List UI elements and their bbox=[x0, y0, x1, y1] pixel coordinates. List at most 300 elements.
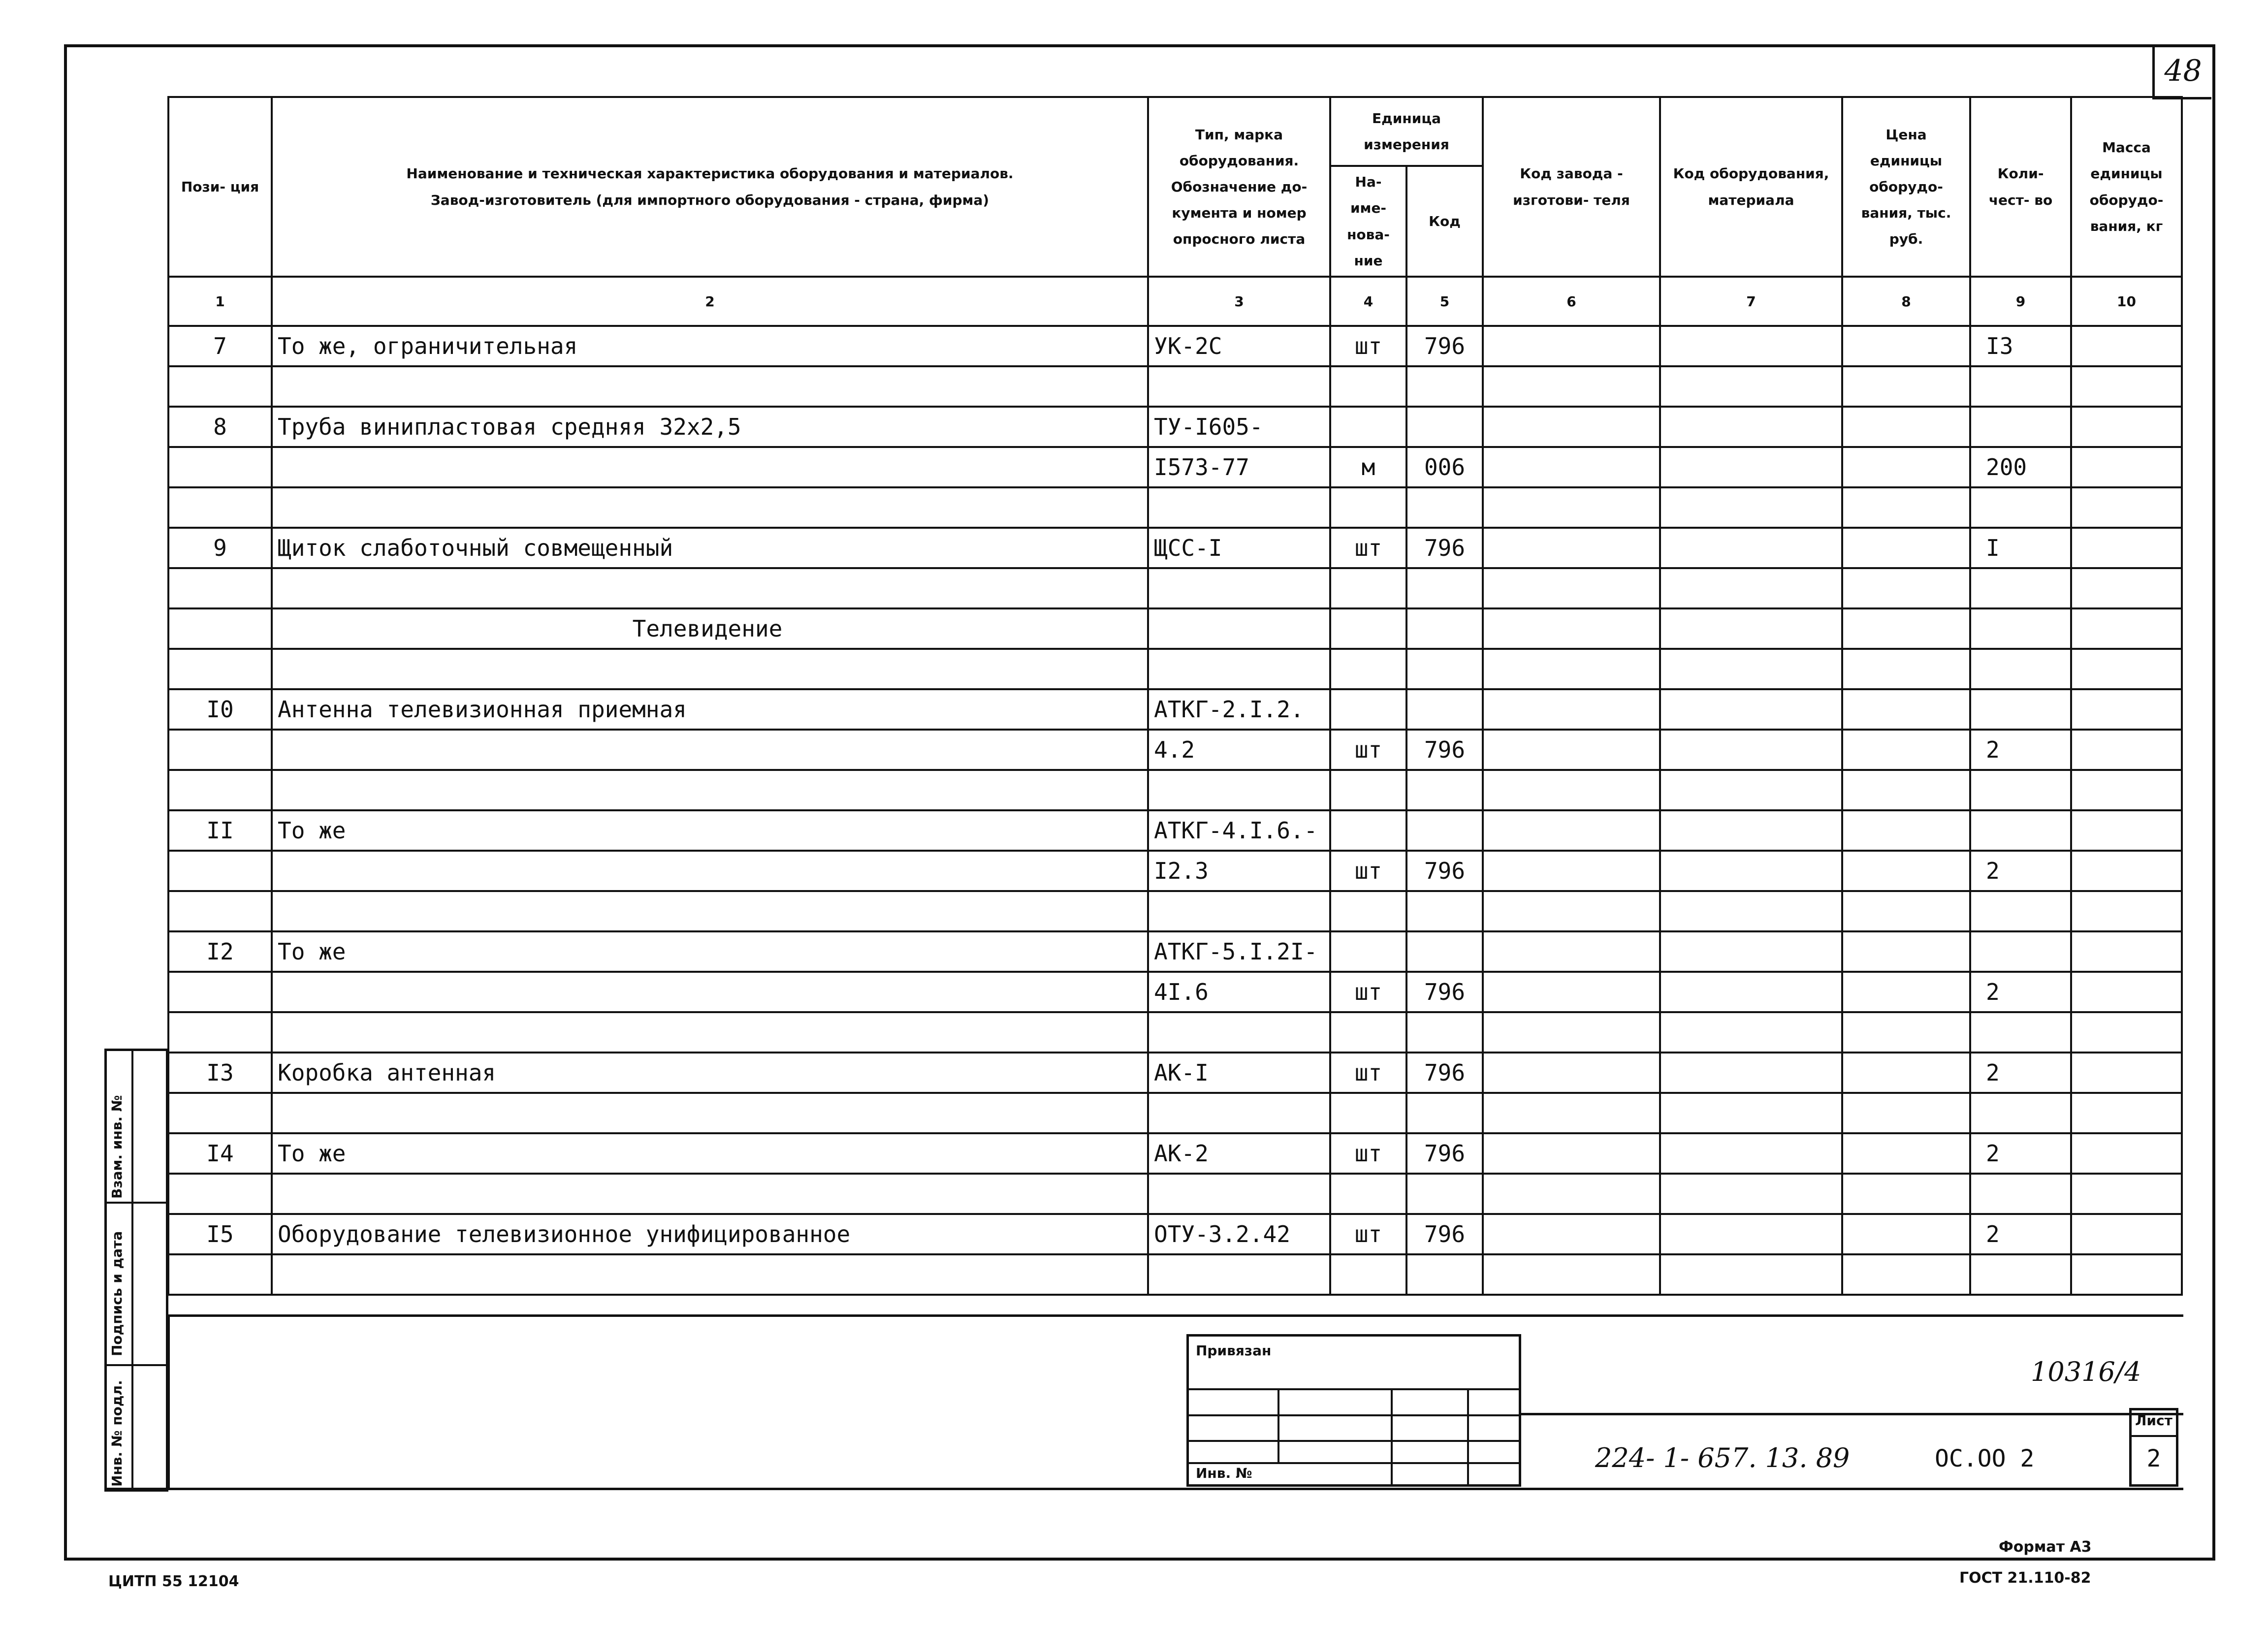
row-type bbox=[1148, 608, 1330, 649]
row-mass bbox=[2071, 1133, 2182, 1174]
row-unit-code: 796 bbox=[1406, 972, 1483, 1012]
row-unit-name bbox=[1330, 407, 1406, 447]
table-body bbox=[168, 326, 2182, 1295]
header-type: Тип, марка оборудования. Обозначение до- кумента и номер опросного листа bbox=[1148, 97, 1330, 277]
row-factory-code bbox=[1483, 608, 1660, 649]
header-mass: Масса единицы оборудо- вания, кг bbox=[2071, 97, 2182, 277]
sheet-value: 2 bbox=[2146, 1445, 2161, 1472]
row-quantity: 2 bbox=[1970, 1053, 2071, 1093]
row-unit-code bbox=[1406, 1093, 1483, 1133]
row-factory-code bbox=[1483, 1012, 1660, 1053]
row-price bbox=[1842, 689, 1970, 730]
row-unit-name: шт bbox=[1330, 730, 1406, 770]
row-position: 9 bbox=[168, 528, 272, 568]
row-name: Антенна телевизионная приемная bbox=[272, 689, 1148, 730]
column-number: 8 bbox=[1842, 277, 1970, 326]
row-price bbox=[1842, 972, 1970, 1012]
table-row bbox=[168, 1053, 2182, 1093]
row-unit-code: 796 bbox=[1406, 851, 1483, 891]
row-mass bbox=[2071, 810, 2182, 851]
row-unit-name bbox=[1330, 689, 1406, 730]
row-factory-code bbox=[1483, 568, 1660, 608]
binding-stamp bbox=[1186, 1334, 1521, 1487]
table-row bbox=[168, 649, 2182, 689]
title-block-top-line bbox=[167, 1314, 2183, 1317]
sheet-label: Лист bbox=[2135, 1412, 2172, 1429]
row-factory-code bbox=[1483, 931, 1660, 972]
column-number: 6 bbox=[1483, 277, 1660, 326]
row-type: УК-2С bbox=[1148, 326, 1330, 366]
row-name: Коробка антенная bbox=[272, 1053, 1148, 1093]
sheet-corner-number: 48 bbox=[2152, 44, 2211, 99]
row-type bbox=[1148, 1093, 1330, 1133]
row-quantity bbox=[1970, 689, 2071, 730]
row-quantity: 2 bbox=[1970, 1133, 2071, 1174]
row-name bbox=[272, 972, 1148, 1012]
table-row bbox=[168, 810, 2182, 851]
section-title: Телевидение bbox=[272, 608, 1148, 649]
stamp-rule bbox=[1189, 1388, 1519, 1390]
row-position bbox=[168, 568, 272, 608]
row-mass bbox=[2071, 730, 2182, 770]
row-equipment-code bbox=[1660, 487, 1842, 528]
row-factory-code bbox=[1483, 1053, 1660, 1093]
side-approval-stamp bbox=[104, 1049, 168, 1492]
title-block-bottom-line bbox=[104, 1488, 2183, 1490]
document-code: ОС.ОО 2 bbox=[1935, 1445, 2035, 1472]
row-unit-name: шт bbox=[1330, 972, 1406, 1012]
row-name bbox=[272, 447, 1148, 487]
row-price bbox=[1842, 1174, 1970, 1214]
row-equipment-code bbox=[1660, 568, 1842, 608]
row-quantity bbox=[1970, 407, 2071, 447]
stamp-rule bbox=[1467, 1388, 1469, 1484]
row-mass bbox=[2071, 689, 2182, 730]
row-price bbox=[1842, 810, 1970, 851]
row-position: I2 bbox=[168, 931, 272, 972]
row-factory-code bbox=[1483, 407, 1660, 447]
row-unit-name bbox=[1330, 891, 1406, 931]
stamp-rule bbox=[1189, 1414, 1519, 1416]
row-unit-code bbox=[1406, 608, 1483, 649]
row-position: I0 bbox=[168, 689, 272, 730]
row-price bbox=[1842, 1254, 1970, 1295]
row-unit-name bbox=[1330, 649, 1406, 689]
row-name: Щиток слаботочный совмещенный bbox=[272, 528, 1148, 568]
row-unit-code bbox=[1406, 568, 1483, 608]
table-row bbox=[168, 1254, 2182, 1295]
row-unit-code bbox=[1406, 770, 1483, 810]
row-unit-name: шт bbox=[1330, 1053, 1406, 1093]
row-equipment-code bbox=[1660, 730, 1842, 770]
row-equipment-code bbox=[1660, 1174, 1842, 1214]
row-quantity: 2 bbox=[1970, 730, 2071, 770]
column-number: 9 bbox=[1970, 277, 2071, 326]
row-position bbox=[168, 851, 272, 891]
row-quantity bbox=[1970, 810, 2071, 851]
header-position: Пози- ция bbox=[168, 97, 272, 277]
row-factory-code bbox=[1483, 487, 1660, 528]
row-quantity bbox=[1970, 487, 2071, 528]
row-mass bbox=[2071, 931, 2182, 972]
row-unit-name: шт bbox=[1330, 1133, 1406, 1174]
row-unit-name bbox=[1330, 1093, 1406, 1133]
table-row bbox=[168, 1174, 2182, 1214]
side-stamp-cell bbox=[107, 1204, 166, 1366]
side-stamp-cell bbox=[107, 1366, 166, 1490]
row-name: То же bbox=[272, 931, 1148, 972]
row-position bbox=[168, 1093, 272, 1133]
row-unit-code bbox=[1406, 1012, 1483, 1053]
column-number: 2 bbox=[272, 277, 1148, 326]
row-price bbox=[1842, 931, 1970, 972]
row-mass bbox=[2071, 366, 2182, 407]
side-stamp-cell bbox=[107, 1051, 166, 1204]
section-row bbox=[168, 608, 2182, 649]
row-position: II bbox=[168, 810, 272, 851]
binding-stamp-title: Привязан bbox=[1196, 1342, 1272, 1359]
row-price bbox=[1842, 649, 1970, 689]
row-type: ЩСС-I bbox=[1148, 528, 1330, 568]
row-mass bbox=[2071, 972, 2182, 1012]
binding-stamp-inventory-label: Инв. № bbox=[1196, 1465, 1252, 1481]
row-factory-code bbox=[1483, 1254, 1660, 1295]
row-mass bbox=[2071, 1254, 2182, 1295]
row-unit-name: шт bbox=[1330, 851, 1406, 891]
row-unit-code bbox=[1406, 891, 1483, 931]
table-row bbox=[168, 1133, 2182, 1174]
header-name-line1: Наименование и техническая характеристика оборудования и материалов. bbox=[406, 165, 1014, 182]
row-type: 4I.6 bbox=[1148, 972, 1330, 1012]
row-mass bbox=[2071, 1174, 2182, 1214]
row-quantity: 2 bbox=[1970, 972, 2071, 1012]
row-position: I4 bbox=[168, 1133, 272, 1174]
row-type: АК-I bbox=[1148, 1053, 1330, 1093]
row-factory-code bbox=[1483, 447, 1660, 487]
header-quantity: Коли- чест- во bbox=[1970, 97, 2071, 277]
row-quantity: I bbox=[1970, 528, 2071, 568]
side-stamp-label-signature: Подпись и дата bbox=[109, 1231, 125, 1356]
row-mass bbox=[2071, 447, 2182, 487]
row-position bbox=[168, 487, 272, 528]
row-price bbox=[1842, 891, 1970, 931]
sheet-number-box bbox=[2129, 1408, 2178, 1487]
row-factory-code bbox=[1483, 1174, 1660, 1214]
table-row bbox=[168, 366, 2182, 407]
sheet-box-rule bbox=[2132, 1435, 2176, 1437]
archive-number: 10316/4 bbox=[2031, 1356, 2141, 1387]
table-header bbox=[168, 97, 2182, 326]
row-unit-name bbox=[1330, 366, 1406, 407]
header-price: Цена единицы оборудо- вания, тыс. руб. bbox=[1842, 97, 1970, 277]
row-position bbox=[168, 1254, 272, 1295]
column-number: 1 bbox=[168, 277, 272, 326]
row-factory-code bbox=[1483, 810, 1660, 851]
row-unit-code bbox=[1406, 366, 1483, 407]
row-factory-code bbox=[1483, 730, 1660, 770]
row-type: АТКГ-2.I.2. bbox=[1148, 689, 1330, 730]
row-mass bbox=[2071, 851, 2182, 891]
row-price bbox=[1842, 487, 1970, 528]
row-mass bbox=[2071, 568, 2182, 608]
row-mass bbox=[2071, 1053, 2182, 1093]
table-row bbox=[168, 851, 2182, 891]
row-type bbox=[1148, 770, 1330, 810]
table-row bbox=[168, 528, 2182, 568]
row-position: I5 bbox=[168, 1214, 272, 1254]
stamp-rule bbox=[1391, 1388, 1393, 1484]
row-factory-code bbox=[1483, 326, 1660, 366]
row-position bbox=[168, 1012, 272, 1053]
row-equipment-code bbox=[1660, 931, 1842, 972]
row-equipment-code bbox=[1660, 972, 1842, 1012]
row-equipment-code bbox=[1660, 851, 1842, 891]
row-position bbox=[168, 1174, 272, 1214]
row-quantity bbox=[1970, 1254, 2071, 1295]
row-unit-name bbox=[1330, 568, 1406, 608]
row-unit-code bbox=[1406, 689, 1483, 730]
row-equipment-code bbox=[1660, 407, 1842, 447]
title-block-left-line bbox=[167, 1314, 170, 1489]
row-type: АК-2 bbox=[1148, 1133, 1330, 1174]
document-number: 224- 1- 657. 13. 89 bbox=[1595, 1442, 1850, 1473]
row-factory-code bbox=[1483, 1133, 1660, 1174]
row-mass bbox=[2071, 891, 2182, 931]
row-name bbox=[272, 366, 1148, 407]
row-equipment-code bbox=[1660, 326, 1842, 366]
row-price bbox=[1842, 366, 1970, 407]
row-position bbox=[168, 447, 272, 487]
row-unit-code bbox=[1406, 1254, 1483, 1295]
row-mass bbox=[2071, 1012, 2182, 1053]
row-equipment-code bbox=[1660, 770, 1842, 810]
row-position bbox=[168, 608, 272, 649]
title-block-line bbox=[1521, 1413, 2183, 1415]
row-mass bbox=[2071, 528, 2182, 568]
row-equipment-code bbox=[1660, 366, 1842, 407]
row-type: АТКГ-5.I.2I- bbox=[1148, 931, 1330, 972]
table-row bbox=[168, 770, 2182, 810]
row-unit-code: 796 bbox=[1406, 1053, 1483, 1093]
row-name: То же bbox=[272, 1133, 1148, 1174]
row-mass bbox=[2071, 608, 2182, 649]
row-price bbox=[1842, 1093, 1970, 1133]
row-factory-code bbox=[1483, 972, 1660, 1012]
row-unit-code bbox=[1406, 407, 1483, 447]
row-price bbox=[1842, 608, 1970, 649]
row-mass bbox=[2071, 770, 2182, 810]
row-quantity: I3 bbox=[1970, 326, 2071, 366]
header-unit-code: Код bbox=[1406, 166, 1483, 277]
row-position bbox=[168, 649, 272, 689]
row-unit-name: шт bbox=[1330, 1214, 1406, 1254]
row-name: То же, ограничительная bbox=[272, 326, 1148, 366]
row-price bbox=[1842, 770, 1970, 810]
row-type: I2.3 bbox=[1148, 851, 1330, 891]
row-quantity: 2 bbox=[1970, 851, 2071, 891]
row-position bbox=[168, 366, 272, 407]
table-row bbox=[168, 730, 2182, 770]
row-unit-name: м bbox=[1330, 447, 1406, 487]
row-unit-code bbox=[1406, 931, 1483, 972]
row-equipment-code bbox=[1660, 447, 1842, 487]
row-equipment-code bbox=[1660, 1214, 1842, 1254]
row-quantity bbox=[1970, 366, 2071, 407]
row-name bbox=[272, 1174, 1148, 1214]
row-position: 8 bbox=[168, 407, 272, 447]
row-unit-name: шт bbox=[1330, 326, 1406, 366]
table-row bbox=[168, 689, 2182, 730]
row-position bbox=[168, 891, 272, 931]
row-type bbox=[1148, 1012, 1330, 1053]
row-type bbox=[1148, 891, 1330, 931]
row-mass bbox=[2071, 1214, 2182, 1254]
row-equipment-code bbox=[1660, 1053, 1842, 1093]
row-name bbox=[272, 1093, 1148, 1133]
row-unit-name bbox=[1330, 810, 1406, 851]
printer-code: ЦИТП 55 12104 bbox=[108, 1573, 239, 1590]
row-unit-code bbox=[1406, 649, 1483, 689]
row-unit-name bbox=[1330, 608, 1406, 649]
table-row bbox=[168, 1214, 2182, 1254]
header-unit-name: На- име- нова- ние bbox=[1330, 166, 1406, 277]
row-equipment-code bbox=[1660, 810, 1842, 851]
row-unit-code: 796 bbox=[1406, 1133, 1483, 1174]
row-price bbox=[1842, 568, 1970, 608]
row-equipment-code bbox=[1660, 1093, 1842, 1133]
row-factory-code bbox=[1483, 891, 1660, 931]
row-name: Оборудование телевизионное унифицированное bbox=[272, 1214, 1148, 1254]
row-price bbox=[1842, 1214, 1970, 1254]
row-equipment-code bbox=[1660, 1012, 1842, 1053]
side-stamp-label-inventory: Инв. № подл. bbox=[109, 1380, 125, 1487]
row-price bbox=[1842, 730, 1970, 770]
gost-standard: ГОСТ 21.110-82 bbox=[1959, 1569, 2091, 1587]
row-mass bbox=[2071, 649, 2182, 689]
row-unit-code: 796 bbox=[1406, 1214, 1483, 1254]
row-factory-code bbox=[1483, 1214, 1660, 1254]
column-number: 5 bbox=[1406, 277, 1483, 326]
column-number-row bbox=[168, 277, 2182, 326]
row-unit-name bbox=[1330, 770, 1406, 810]
row-position bbox=[168, 730, 272, 770]
table-row bbox=[168, 447, 2182, 487]
table-row bbox=[168, 1093, 2182, 1133]
row-quantity bbox=[1970, 770, 2071, 810]
row-name bbox=[272, 568, 1148, 608]
row-unit-code: 796 bbox=[1406, 326, 1483, 366]
row-equipment-code bbox=[1660, 608, 1842, 649]
row-name bbox=[272, 1012, 1148, 1053]
row-quantity bbox=[1970, 891, 2071, 931]
header-unit: Единица измерения bbox=[1330, 97, 1483, 166]
row-position: I3 bbox=[168, 1053, 272, 1093]
row-quantity: 200 bbox=[1970, 447, 2071, 487]
row-mass bbox=[2071, 326, 2182, 366]
table-row bbox=[168, 972, 2182, 1012]
column-number: 3 bbox=[1148, 277, 1330, 326]
table-row bbox=[168, 326, 2182, 366]
row-type: ОТУ-3.2.42 bbox=[1148, 1214, 1330, 1254]
column-number: 4 bbox=[1330, 277, 1406, 326]
table-row bbox=[168, 568, 2182, 608]
table-row bbox=[168, 931, 2182, 972]
paper-format: Формат А3 bbox=[1999, 1538, 2092, 1556]
row-type: АТКГ-4.I.6.- bbox=[1148, 810, 1330, 851]
row-unit-name bbox=[1330, 1174, 1406, 1214]
row-price bbox=[1842, 447, 1970, 487]
row-quantity bbox=[1970, 931, 2071, 972]
row-equipment-code bbox=[1660, 891, 1842, 931]
specification-table bbox=[167, 96, 2183, 1296]
row-equipment-code bbox=[1660, 1254, 1842, 1295]
row-name bbox=[272, 487, 1148, 528]
row-unit-code: 796 bbox=[1406, 528, 1483, 568]
stamp-rule bbox=[1278, 1388, 1279, 1462]
row-position: 7 bbox=[168, 326, 272, 366]
row-unit-name bbox=[1330, 1012, 1406, 1053]
row-quantity bbox=[1970, 1093, 2071, 1133]
row-name bbox=[272, 770, 1148, 810]
row-name: То же bbox=[272, 810, 1148, 851]
row-type: ТУ-I605- bbox=[1148, 407, 1330, 447]
row-unit-code bbox=[1406, 1174, 1483, 1214]
row-name bbox=[272, 730, 1148, 770]
row-equipment-code bbox=[1660, 649, 1842, 689]
row-type bbox=[1148, 1254, 1330, 1295]
row-unit-name bbox=[1330, 931, 1406, 972]
table-row bbox=[168, 407, 2182, 447]
row-equipment-code bbox=[1660, 689, 1842, 730]
row-factory-code bbox=[1483, 689, 1660, 730]
row-name: Труба винипластовая средняя 32х2,5 bbox=[272, 407, 1148, 447]
row-quantity bbox=[1970, 1012, 2071, 1053]
row-price bbox=[1842, 1012, 1970, 1053]
row-unit-code bbox=[1406, 810, 1483, 851]
header-factory-code: Код завода - изготови- теля bbox=[1483, 97, 1660, 277]
row-mass bbox=[2071, 407, 2182, 447]
row-type bbox=[1148, 487, 1330, 528]
row-name bbox=[272, 891, 1148, 931]
row-factory-code bbox=[1483, 528, 1660, 568]
row-equipment-code bbox=[1660, 1133, 1842, 1174]
row-price bbox=[1842, 1053, 1970, 1093]
row-price bbox=[1842, 407, 1970, 447]
row-equipment-code bbox=[1660, 528, 1842, 568]
table-row bbox=[168, 487, 2182, 528]
side-stamp-label-replacement: Взам. инв. № bbox=[109, 1095, 125, 1199]
row-unit-code bbox=[1406, 487, 1483, 528]
row-unit-name bbox=[1330, 487, 1406, 528]
row-quantity bbox=[1970, 1174, 2071, 1214]
row-quantity bbox=[1970, 649, 2071, 689]
stamp-rule bbox=[1189, 1440, 1519, 1442]
header-name bbox=[272, 97, 1148, 277]
row-factory-code bbox=[1483, 851, 1660, 891]
row-factory-code bbox=[1483, 1093, 1660, 1133]
table-row bbox=[168, 891, 2182, 931]
table-row bbox=[168, 1012, 2182, 1053]
column-number: 7 bbox=[1660, 277, 1842, 326]
header-name-line2: Завод-изготовитель (для импортного оборудования - страна, фирма) bbox=[430, 192, 990, 208]
row-position bbox=[168, 972, 272, 1012]
row-factory-code bbox=[1483, 366, 1660, 407]
row-unit-code: 796 bbox=[1406, 730, 1483, 770]
row-type bbox=[1148, 1174, 1330, 1214]
row-unit-name bbox=[1330, 1254, 1406, 1295]
stamp-rule bbox=[1189, 1462, 1519, 1464]
row-type bbox=[1148, 366, 1330, 407]
